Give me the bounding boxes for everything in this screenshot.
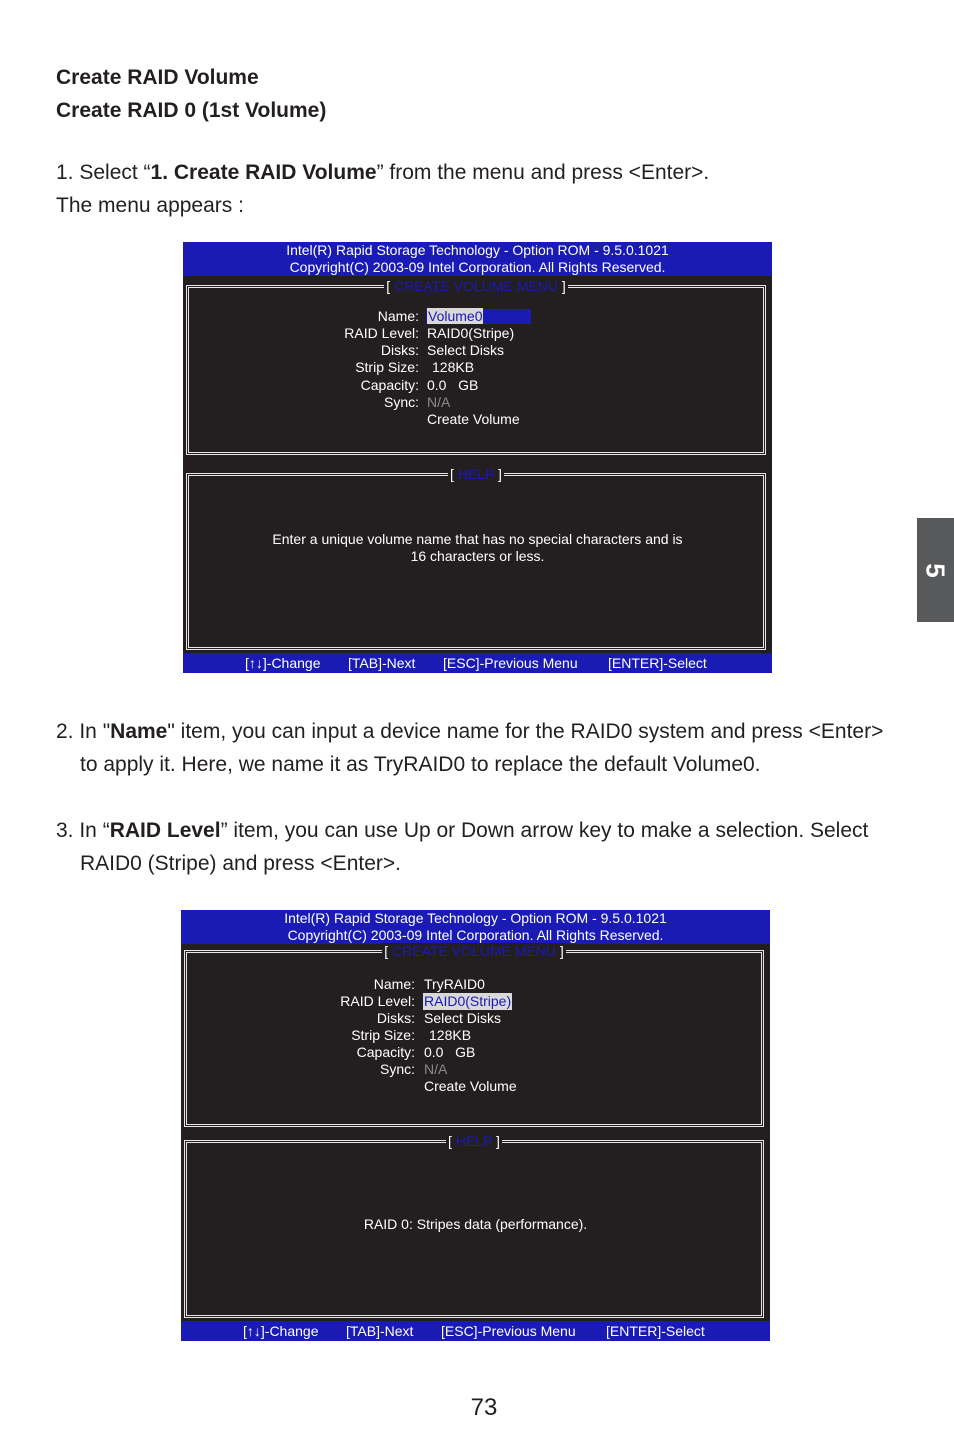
label-sync: Sync: (383, 394, 419, 410)
step-3-bold: RAID Level (109, 819, 221, 842)
page-number: 73 (470, 1394, 498, 1421)
help-line-2: 16 characters or less. (410, 548, 545, 564)
step-3-text (56, 814, 916, 880)
capacity-value[interactable]: 0.0 GB (427, 377, 479, 393)
help-text (181, 1216, 770, 1233)
label-disks: Disks: (376, 1010, 415, 1026)
capacity-value[interactable]: 0.0 GB (424, 1044, 476, 1060)
footer-prev: [ESC]-Previous Menu (441, 1323, 576, 1339)
footer-change: [↑↓]-Change (243, 1323, 319, 1339)
raid-level-value[interactable]: RAID0(Stripe) (427, 325, 515, 341)
menu-title-text: CREATE VOLUME MENU (392, 943, 556, 959)
chapter-number: 5 (921, 562, 951, 578)
help-title-text: HELP (455, 1133, 493, 1149)
create-volume-button[interactable]: Create Volume (424, 1078, 517, 1094)
raid-level-select[interactable]: RAID0(Stripe) (424, 993, 512, 1009)
footer-change: [↑↓]-Change (245, 655, 321, 671)
step-3-post: ” item, you can use Up or Down arrow key to make a selection. Select (220, 819, 869, 842)
step-3-line2: RAID0 (Stripe) and press <Enter>. (80, 852, 401, 875)
help-text (183, 531, 772, 565)
bios-screen-2 (181, 910, 770, 1341)
chapter-tab (917, 518, 954, 622)
strip-size-value[interactable]: 128KB (429, 1027, 472, 1043)
bios-header-line2: Copyright(C) 2003-09 Intel Corporation. All Rights Reserved. (289, 259, 666, 275)
bios-header (181, 910, 770, 944)
label-strip-size: Strip Size: (355, 359, 419, 375)
help-title-text: HELP (457, 466, 495, 482)
bios-footer (183, 653, 772, 673)
footer-select: [ENTER]-Select (606, 1323, 705, 1339)
help-line-1: RAID 0: Stripes data (performance). (363, 1216, 588, 1232)
create-volume-button[interactable]: Create Volume (427, 411, 520, 427)
section-title: Create RAID Volume (56, 66, 259, 89)
step-1-pre: 1. Select “ (56, 161, 151, 184)
label-raid-level: RAID Level: (344, 325, 419, 341)
label-sync: Sync: (379, 1061, 415, 1077)
label-capacity: Capacity: (356, 1044, 415, 1060)
create-volume-menu-title: [ CREATE VOLUME MENU ] (384, 943, 564, 959)
label-disks: Disks: (380, 342, 419, 358)
bios-header-line1: Intel(R) Rapid Storage Technology - Option ROM - 9.5.0.1021 (284, 910, 667, 926)
help-title: [ HELP ] (450, 466, 502, 482)
bios-header-line1: Intel(R) Rapid Storage Technology - Option ROM - 9.5.0.1021 (286, 242, 669, 258)
bios-header (183, 242, 772, 276)
label-raid-level: RAID Level: (340, 993, 415, 1009)
footer-next: [TAB]-Next (346, 1323, 414, 1339)
help-title: [ HELP ] (448, 1133, 500, 1149)
step-1-text (56, 156, 916, 222)
step-1-line2: The menu appears : (56, 194, 244, 217)
step-1-bold: 1. Create RAID Volume (150, 161, 377, 184)
name-value[interactable]: TryRAID0 (424, 976, 485, 992)
step-2-post: " item, you can input a device name for the RAID0 system and press <Enter> (167, 720, 884, 743)
disks-value[interactable]: Select Disks (427, 342, 505, 358)
footer-next: [TAB]-Next (348, 655, 416, 671)
help-line-1: Enter a unique volume name that has no special characters and is (272, 531, 683, 547)
bios-header-line2: Copyright(C) 2003-09 Intel Corporation. All Rights Reserved. (287, 927, 664, 943)
step-2-text (56, 715, 916, 781)
sync-value: N/A (424, 1061, 448, 1077)
label-name: Name: (377, 308, 419, 324)
step-3-pre: 3. In “ (56, 819, 110, 842)
bios-footer (181, 1321, 770, 1341)
menu-title-text: CREATE VOLUME MENU (394, 278, 558, 294)
name-input[interactable] (426, 309, 531, 324)
create-volume-menu-title: [ CREATE VOLUME MENU ] (386, 278, 566, 294)
label-strip-size: Strip Size: (351, 1027, 415, 1043)
label-name: Name: (373, 976, 415, 992)
strip-size-value[interactable]: 128KB (432, 359, 475, 375)
step-2-line2: to apply it. Here, we name it as TryRAID0 to replace the default Volume0. (80, 753, 761, 776)
step-1-post: ” from the menu and press <Enter>. (376, 161, 710, 184)
sync-value: N/A (427, 394, 451, 410)
bios-screen-1 (183, 242, 772, 673)
name-input-value: Volume0 (428, 308, 483, 324)
step-2-pre: 2. In " (56, 720, 111, 743)
section-subtitle: Create RAID 0 (1st Volume) (56, 99, 327, 122)
footer-select: [ENTER]-Select (608, 655, 707, 671)
label-capacity: Capacity: (360, 377, 419, 393)
step-2-bold: Name (110, 720, 168, 743)
disks-value[interactable]: Select Disks (424, 1010, 502, 1026)
footer-prev: [ESC]-Previous Menu (443, 655, 578, 671)
